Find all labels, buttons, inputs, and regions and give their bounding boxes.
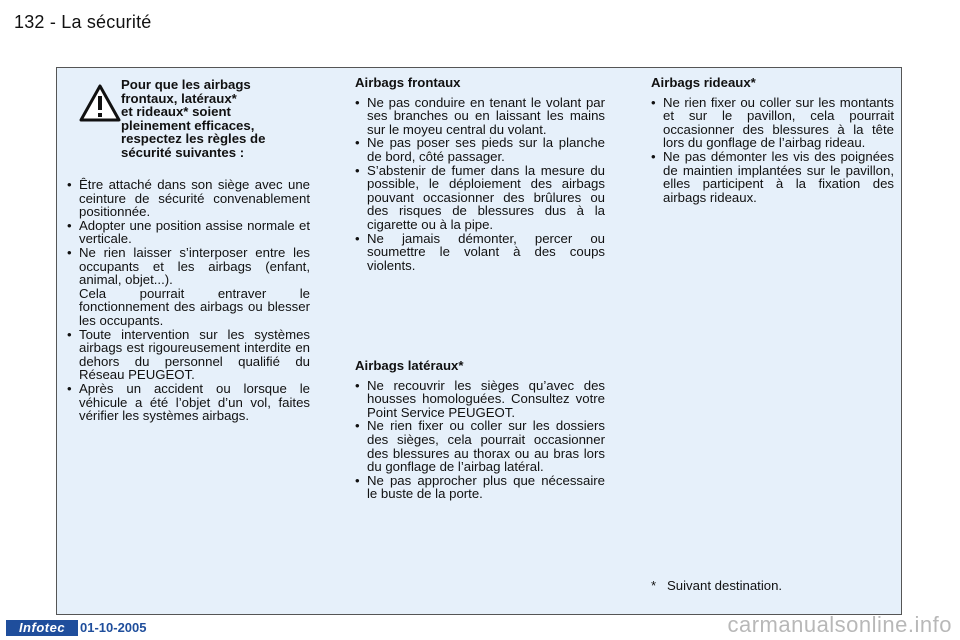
column-general xyxy=(67,76,310,423)
front-airbag-list xyxy=(355,96,605,273)
footnote-star: * xyxy=(651,578,657,593)
warning-triangle-icon xyxy=(79,84,121,122)
warning-line: sécurité suivantes : xyxy=(121,144,245,160)
warning-line: respectez les règles de xyxy=(121,131,266,147)
column-front-side xyxy=(355,75,605,502)
list-item: • Ne pas conduire en tenant le volant par ses branches ou en laissant les mains sur le moyeu central du volant. xyxy=(355,96,605,137)
footer-date: 01-10-2005 xyxy=(80,620,147,635)
list-item: • Toute intervention sur les systèmes airbags est rigoureusement interdite en dehors du personnel qualifié du Réseau PEUGEOT. xyxy=(67,328,310,382)
curtain-airbag-list xyxy=(651,96,894,205)
list-item: • Ne jamais démonter, percer ou soumettre le volant à des coups violents. xyxy=(355,232,605,273)
footnote-text: Suivant destination. xyxy=(667,578,783,593)
watermark: carmanualsonline.info xyxy=(727,612,952,637)
list-item: • S’abstenir de fumer dans la mesure du possible, le déploiement des airbags pouvant occasionner des brûlures ou des risques de blessures dus à la cigarette ou à la pipe. xyxy=(355,164,605,232)
warning-line: frontaux, latéraux* xyxy=(121,90,237,106)
list-item xyxy=(67,246,310,328)
warning-line: pleinement efficaces, xyxy=(121,117,255,133)
warning-line: et rideaux* soient xyxy=(121,104,231,120)
warning-line: Pour que les airbags xyxy=(121,77,251,92)
list-item: • Adopter une position assise normale et verticale. xyxy=(67,219,310,246)
column-curtain xyxy=(651,76,894,204)
side-airbag-list xyxy=(355,379,605,501)
side-airbag-section xyxy=(355,359,605,501)
warning-text xyxy=(121,78,311,160)
list-item: • Après un accident ou lorsque le véhicule a été l’objet d’un vol, faites vérifier les systèmes airbags. xyxy=(67,382,310,423)
list-item-text: Ne rien laisser s’interposer entre les occupants et les airbags (enfant, animal, objet...). xyxy=(79,244,310,288)
page-title: 132 - La sécurité xyxy=(14,12,152,32)
section-title-front: Airbags frontaux xyxy=(355,75,461,90)
footnote xyxy=(651,578,782,593)
list-item: • Ne recouvrir les sièges qu’avec des housses homologuées. Consultez votre Point Service PEUGEOT. xyxy=(355,379,605,420)
list-item: • Ne rien fixer ou coller sur les montants et sur le pavillon, cela pourrait occasionner des blessures à la tête lors du gonflage de l’airbag rideau. xyxy=(651,96,894,150)
warning-box xyxy=(67,76,310,166)
safety-panel xyxy=(56,67,902,615)
section-title-side: Airbags latéraux* xyxy=(355,358,464,373)
section-title-curtain: Airbags rideaux* xyxy=(651,75,756,90)
list-item-note: Cela pourrait entraver le fonctionnement des airbags ou blesser les occupants. xyxy=(79,285,310,328)
list-item: • Être attaché dans son siège avec une ceinture de sécurité convenablement positionnée. xyxy=(67,178,310,219)
list-item: • Ne pas démonter les vis des poignées de maintien implantées sur le pavillon, elles participent à la fixation des airbags rideaux. xyxy=(651,150,894,204)
infotec-logo: Infotec xyxy=(6,620,78,636)
general-rules-list xyxy=(67,178,310,423)
list-item: • Ne rien fixer ou coller sur les dossiers des sièges, cela pourrait occasionner des blessures au thorax ou au bras lors du gonflage de l’airbag latéral. xyxy=(355,419,605,473)
list-item: • Ne pas poser ses pieds sur la planche de bord, côté passager. xyxy=(355,136,605,163)
list-item: • Ne pas approcher plus que nécessaire le buste de la porte. xyxy=(355,474,605,501)
